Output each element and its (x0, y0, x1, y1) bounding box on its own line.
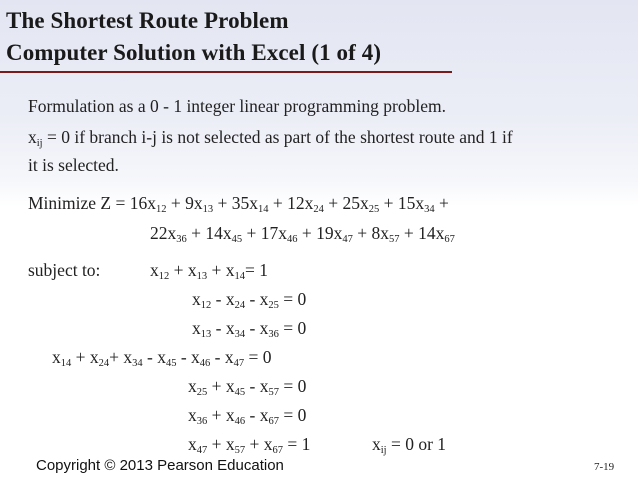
constraint-subscript: 34 (132, 358, 143, 369)
objective-term-subscript: 14 (257, 204, 269, 215)
constraint-text: - x (211, 289, 235, 309)
objective-operator: + (186, 223, 206, 243)
constraint-text: + x (71, 347, 99, 367)
objective-operator: + (399, 223, 419, 243)
constraint-subscript: 24 (234, 300, 246, 311)
constraint-text: - x (245, 318, 269, 338)
constraint-text: + x (109, 347, 133, 367)
constraint-row (150, 262, 268, 280)
constraint-row (192, 291, 306, 309)
binary-restriction (372, 436, 446, 454)
objective-line-2 (150, 225, 455, 243)
objective-operator: + (323, 193, 343, 213)
constraint-text: x (188, 434, 197, 454)
constraint-subscript: 14 (60, 358, 72, 369)
constraint-subscript: 25 (268, 300, 279, 311)
objective-term: 22x (150, 223, 177, 243)
constraint-subscript: 24 (98, 358, 110, 369)
objective-term: 19x (316, 223, 343, 243)
objective-lead: Minimize Z = (28, 193, 130, 213)
constraint-text: x (188, 376, 197, 396)
constraint-subscript: 13 (200, 329, 212, 340)
constraint-text: x (192, 318, 201, 338)
xij-subscript: ij (36, 138, 43, 149)
constraint-subscript: 34 (234, 329, 246, 340)
page-number: 7-19 (594, 461, 615, 473)
constraint-row (188, 407, 306, 425)
constraint-text: = 1 (283, 434, 311, 454)
constraint-subscript: 12 (200, 300, 212, 311)
objective-operator: + (166, 193, 186, 213)
constraint-text: = 1 (245, 260, 268, 280)
constraint-text: + x (207, 376, 235, 396)
constraint-text: - x (245, 405, 269, 425)
objective-term-subscript: 46 (287, 234, 298, 245)
constraint-subscript: 57 (234, 445, 246, 456)
binary-subscript: ij (380, 445, 387, 456)
constraint-text: = 0 (278, 405, 307, 425)
xij-definition-line-1 (28, 129, 513, 147)
objective-line-1 (28, 195, 449, 213)
constraint-text: - x (211, 318, 235, 338)
constraint-subscript: 14 (234, 271, 245, 282)
objective-term-subscript: 25 (368, 204, 380, 215)
constraint-text: + x (207, 434, 235, 454)
constraint-subscript: 36 (196, 416, 208, 427)
constraint-subscript: 45 (234, 387, 246, 398)
constraint-text: = 0 (278, 376, 307, 396)
objective-term-subscript: 24 (313, 204, 324, 215)
constraint-text: x (188, 405, 197, 425)
constraint-text: x (150, 260, 159, 280)
xij-variable: x (28, 127, 37, 147)
objective-operator: + (352, 223, 372, 243)
constraint-text: = 0 (278, 289, 307, 309)
objective-term: 25x (342, 193, 369, 213)
objective-operator: + (434, 193, 449, 213)
objective-operator: + (242, 223, 261, 243)
constraint-subscript: 47 (233, 358, 245, 369)
objective-term: 8x (371, 223, 389, 243)
objective-term: 35x (231, 193, 258, 213)
constraint-text: + x (207, 260, 235, 280)
slide-title-line-2: Computer Solution with Excel (1 of 4) (6, 40, 382, 65)
objective-term-subscript: 34 (424, 204, 435, 215)
constraint-text: + x (207, 405, 235, 425)
constraint-subscript: 67 (268, 416, 279, 427)
constraint-row (188, 436, 310, 454)
slide-title-line-1: The Shortest Route Problem (6, 8, 289, 33)
constraint-text: = 0 (244, 347, 272, 367)
objective-term: 16x (129, 193, 156, 213)
constraint-text: = 0 (278, 318, 307, 338)
objective-term: 14x (205, 223, 232, 243)
objective-term: 15x (397, 193, 425, 213)
constraint-text: - x (142, 347, 166, 367)
xij-definition-line-2: it is selected. (28, 155, 119, 175)
objective-operator: + (268, 193, 288, 213)
objective-term-subscript: 45 (231, 234, 243, 245)
constraint-text: x (52, 347, 61, 367)
objective-term: 9x (185, 193, 203, 213)
subject-to-label: subject to: (28, 260, 101, 280)
objective-term-subscript: 12 (155, 204, 167, 215)
xij-definition-text: = 0 if branch i-j is not selected as part of the shortest route and 1 if (42, 127, 513, 147)
objective-term-subscript: 47 (342, 234, 353, 245)
binary-text: = 0 or 1 (386, 434, 447, 454)
constraint-text: - x (245, 289, 269, 309)
formulation-statement: Formulation as a 0 - 1 integer linear programming problem. (28, 96, 446, 116)
constraint-row (188, 378, 306, 396)
objective-term-subscript: 67 (444, 234, 455, 245)
objective-term: 12x (287, 193, 314, 213)
objective-operator: + (379, 193, 398, 213)
objective-term-subscript: 57 (389, 234, 400, 245)
constraint-subscript: 67 (272, 445, 283, 456)
constraint-subscript: 36 (268, 329, 279, 340)
constraint-subscript: 45 (165, 358, 177, 369)
objective-term: 17x (260, 223, 287, 243)
binary-variable: x (372, 434, 381, 454)
constraint-subscript: 13 (196, 271, 208, 282)
objective-term-subscript: 13 (202, 204, 214, 215)
constraint-row (52, 349, 271, 367)
constraint-subscript: 57 (268, 387, 279, 398)
constraint-text: + x (245, 434, 273, 454)
constraint-subscript: 46 (199, 358, 211, 369)
title-underline-rule (0, 71, 452, 73)
objective-term: 14x (418, 223, 445, 243)
objective-operator: + (213, 193, 232, 213)
copyright-footer: Copyright © 2013 Pearson Education (36, 457, 284, 474)
constraint-text: - x (210, 347, 234, 367)
constraint-text: - x (245, 376, 269, 396)
constraint-text: + x (169, 260, 197, 280)
constraint-text: - x (176, 347, 200, 367)
objective-operator: + (297, 223, 317, 243)
objective-term-subscript: 36 (176, 234, 187, 245)
constraint-subscript: 25 (196, 387, 208, 398)
constraint-subscript: 46 (234, 416, 246, 427)
constraint-subscript: 12 (158, 271, 170, 282)
constraint-row (192, 320, 306, 338)
constraint-subscript: 47 (196, 445, 208, 456)
constraint-text: x (192, 289, 201, 309)
